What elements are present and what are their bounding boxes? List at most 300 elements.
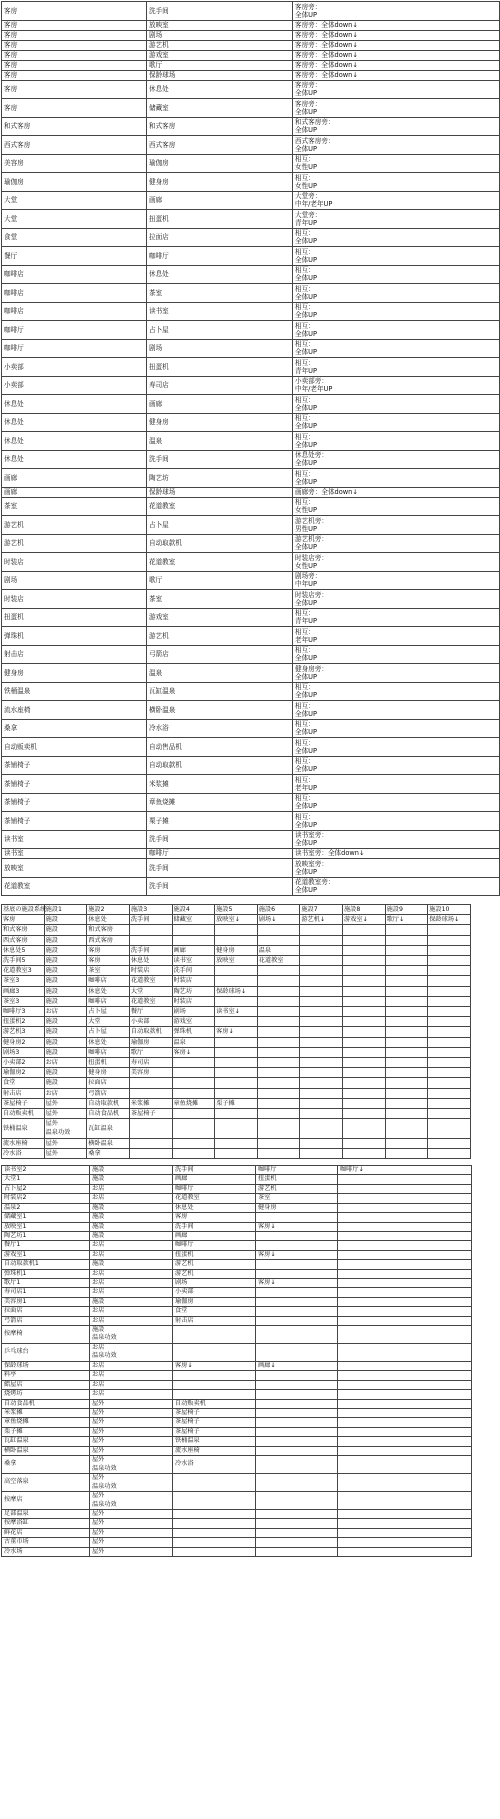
matrix-cell: 桑拿 [87,1148,130,1158]
facility-cell: 料亭 [2,1371,90,1380]
facility-cell [338,1390,472,1399]
facility-cell [173,1325,256,1343]
matrix-cell [343,966,386,976]
matrix-cell [385,986,428,996]
table-row [2,1371,472,1380]
effect-cell [293,99,500,118]
facility-a-cell: 茶铺椅子 [2,756,147,775]
matrix-cell: 餐厅 [129,1007,172,1017]
matrix-cell [428,956,471,966]
matrix-cell [300,1109,343,1119]
matrix-cell: 拉面店 [87,1078,130,1088]
facility-a-cell: 客房 [2,80,147,99]
matrix-cell [129,1148,172,1158]
facility-b-cell: 画廊 [147,191,293,210]
matrix-cell [300,945,343,955]
effect-line: 相互： [295,794,315,803]
facility-cell [256,1343,338,1361]
effect-cell [293,358,500,377]
facility-cell [173,1492,256,1510]
effect-line: 老年UP [295,783,317,792]
facility-b-cell: 茶室 [147,590,293,609]
matrix-cell [385,1109,428,1119]
effect-line: 全体UP [295,144,317,153]
matrix-cell: 时装店 [172,996,215,1006]
header-cell [2,905,45,915]
matrix-cell: 咖啡店 [87,976,130,986]
facility-cell: 读书室2 [2,1166,90,1175]
matrix-cell [215,1109,258,1119]
effect-line: 女性UP [295,561,317,570]
matrix-cell [172,1068,215,1078]
matrix-cell: 施設 [44,1037,87,1047]
matrix-cell [343,935,386,945]
facility-cell: お店 [90,1371,173,1380]
facility-cell: 咖啡厅 [173,1184,256,1193]
matrix-cell [385,1047,428,1057]
facility-cell [256,1213,338,1222]
matrix-cell: 放映室↓ [215,915,258,925]
matrix-cell: 读书室↓ [215,1007,258,1017]
effect-line: 相互： [295,303,315,312]
table-row [2,1307,472,1316]
effect-line: 全体UP [295,839,317,848]
matrix-cell [385,1138,428,1148]
facility-cell: 茶屋椅子 [173,1427,256,1436]
effect-cell [293,469,500,488]
facility-cell [256,1325,338,1343]
matrix-cell: 和式客房 [87,925,130,935]
header-cell: 施設4 [172,905,215,915]
facility-b-cell: 咖啡厅 [147,849,293,859]
facility-cell: 客房↓ [256,1250,338,1259]
matrix-cell [215,1017,258,1027]
effect-line: 青年UP [295,218,317,227]
matrix-cell [385,945,428,955]
effect-line: 全体UP [295,311,317,320]
facility-a-cell: 花道教室 [2,877,147,896]
facility-a-cell: 茶铺椅子 [2,793,147,812]
cell-line: 温泉功效 [92,1482,117,1490]
effect-cell [293,719,500,738]
facility-b-cell: 歌厅 [147,60,293,70]
matrix-cell: 施設 [44,976,87,986]
facility-b-cell: 花道教室 [147,497,293,516]
facility-a-cell: 小卖部 [2,376,147,395]
matrix-cell [300,966,343,976]
matrix-cell: 休息处 [129,956,172,966]
facility-cell: 游艺机 [256,1184,338,1193]
facility-b-cell: 自动取款机 [147,756,293,775]
matrix-cell [428,1088,471,1098]
matrix-cell [343,1047,386,1057]
matrix-cell [300,1119,343,1138]
matrix-cell [300,1037,343,1047]
facility-cell: 占卜屋2 [2,1184,90,1193]
facility-cell [90,1343,173,1361]
matrix-cell: 施設 [44,1068,87,1078]
matrix-cell: 温泉 [257,945,300,955]
matrix-cell: 时装店 [129,966,172,976]
matrix-cell [257,1138,300,1148]
facility-cell: 流水座椅 [173,1446,256,1455]
table-row [2,284,500,303]
facility-a-cell: 游艺机 [2,516,147,535]
effect-cell [293,849,500,859]
matrix-cell: 放映室 [215,956,258,966]
matrix-cell: 健身房2 [2,1037,45,1047]
matrix-cell [385,1119,428,1138]
facility-cell [338,1194,472,1203]
matrix-cell: 屋外 [44,1148,87,1158]
facility-a-cell: 休息处 [2,395,147,414]
matrix-cell [129,1138,172,1148]
facility-b-cell: 寿司店 [147,376,293,395]
table-row [2,265,500,284]
facility-a-cell: 时装店 [2,553,147,572]
effect-line: 相互： [295,498,315,507]
facility-cell: 温泉2 [2,1203,90,1212]
table-row [2,450,500,469]
table-row [2,469,500,488]
facility-cell: 铁桶温泉 [173,1437,256,1446]
facility-cell: お店 [90,1316,173,1325]
matrix-cell: 大堂 [129,986,172,996]
facility-cell: 足部温泉 [2,1510,90,1519]
matrix-cell: 扭蛋机2 [2,1017,45,1027]
facility-cell [338,1241,472,1250]
table-row [2,516,500,535]
effect-line: 读书室旁： [295,831,328,840]
effect-line: 青年UP [295,617,317,626]
facility-cell: 扭蛋机 [256,1175,338,1184]
table-row [2,1547,472,1556]
matrix-cell [300,1007,343,1017]
effect-cell [293,413,500,432]
facility-b-cell: 洗手间 [147,877,293,896]
effect-cell [293,70,500,80]
table-row [2,1399,472,1408]
facility-cell: 拉面店 [2,1307,90,1316]
matrix-cell: 施設 [44,1027,87,1037]
facility-cell [173,1390,256,1399]
matrix-cell [257,1058,300,1068]
facility-b-cell: 健身房 [147,413,293,432]
matrix-cell [428,1037,471,1047]
facility-b-cell: 洗手间 [147,450,293,469]
facility-cell: 歌厅1 [2,1278,90,1287]
table-row [2,60,500,70]
facility-cell: 屋外 [90,1538,173,1547]
facility-cell: 客房↓ [173,1361,256,1370]
facility-cell [256,1288,338,1297]
table-row [2,1456,472,1474]
matrix-cell [257,1078,300,1088]
facility-cell: 弹珠机1 [2,1269,90,1278]
facility-cell: 屋外 [90,1547,173,1556]
matrix-cell: 横卧温泉 [87,1138,130,1148]
matrix-cell [172,1078,215,1088]
facility-cell: 冷水场 [2,1547,90,1556]
effect-cell [293,812,500,831]
facility-b-cell: 自动售品机 [147,738,293,757]
facility-cell: 画廊 [173,1231,256,1240]
facility-a-cell: 剧场 [2,571,147,590]
effect-cell [293,553,500,572]
matrix-cell [428,976,471,986]
effect-line: 全体UP [295,867,317,876]
effect-cell [293,247,500,266]
facility-cell [256,1269,338,1278]
effect-cell [293,701,500,720]
matrix-cell [428,1119,471,1138]
facility-cell: 桑拿 [2,1456,90,1474]
table-row [2,1519,472,1528]
matrix-cell: 施設 [44,986,87,996]
facility-cell [173,1343,256,1361]
matrix-cell [300,1138,343,1148]
table-row [2,413,500,432]
matrix-cell [129,1088,172,1098]
effect-line: 放映室旁： [295,859,328,868]
facility-b-cell: 保龄球场 [147,70,293,80]
facility-b-cell: 花道教室 [147,553,293,572]
effect-line: 相互： [295,683,315,692]
effect-cell [293,450,500,469]
effect-line: 中年UP [295,580,317,589]
matrix-cell [343,1148,386,1158]
facility-b-cell: 健身房 [147,173,293,192]
table-row [2,1109,471,1119]
facility-b-cell: 温泉 [147,664,293,683]
matrix-cell: 小卖部 [129,1017,172,1027]
facility-cell [256,1456,338,1474]
facility-cell: 鲜花店 [2,1528,90,1537]
matrix-cell: 画廊3 [2,986,45,996]
table-row [2,154,500,173]
facility-cell [256,1380,338,1389]
facility-cell: お店 [90,1194,173,1203]
facility-a-cell: 流水座椅 [2,701,147,720]
facility-a-cell: 读书室 [2,830,147,849]
effect-line: 相互： [295,646,315,655]
matrix-cell: 施設 [44,956,87,966]
table-row [2,1119,471,1138]
facility-cell [256,1547,338,1556]
effect-line: 全体UP [295,89,317,98]
matrix-cell [428,1068,471,1078]
effect-line: 剧场旁： [295,572,322,581]
facility-cell: 屋外 [90,1437,173,1446]
table-row [2,20,500,30]
table-row [2,1175,472,1184]
matrix-cell: 美容房 [129,1068,172,1078]
table-row [2,859,500,878]
table-row [2,756,500,775]
facility-cell: 扭蛋机 [173,1250,256,1259]
table-row [2,358,500,377]
matrix-cell [385,1058,428,1068]
table-row [2,830,500,849]
table-row [2,1231,472,1240]
table-row [2,339,500,358]
table-row [2,136,500,155]
matrix-cell: 茶室3 [2,976,45,986]
matrix-cell [343,925,386,935]
facility-a-cell: 咖啡店 [2,265,147,284]
cell-line: 温泉功效 [92,1352,117,1360]
effect-line: 全体UP [295,107,317,116]
table-row [2,50,500,60]
matrix-cell [300,1088,343,1098]
table-row [2,645,500,664]
facility-cell [256,1390,338,1399]
facility-a-cell: 西式客房 [2,136,147,155]
table-row [2,302,500,321]
matrix-cell: 陶艺坊 [172,986,215,996]
effect-line: 读书室旁：全体down↓ [295,849,365,858]
matrix-cell: 健身房 [215,945,258,955]
facility-b-cell: 和式客房 [147,117,293,136]
facility-cell: 游艺机 [173,1260,256,1269]
effect-line: 游艺机旁： [295,535,328,544]
facility-cell [338,1437,472,1446]
facility-cell: 游戏室1 [2,1250,90,1259]
facility-b-cell: 拉面店 [147,228,293,247]
table-row [2,1027,471,1037]
facility-a-cell: 画廊 [2,469,147,488]
table-row [2,1037,471,1047]
matrix-cell [257,925,300,935]
header-cell: 施設2 [87,905,130,915]
facility-b-cell: 歌厅 [147,571,293,590]
effect-line: 休息处旁： [295,451,328,460]
effect-line: 青年UP [295,366,317,375]
facility-b-cell: 横卧温泉 [147,701,293,720]
facility-cell [338,1222,472,1231]
effect-cell [293,497,500,516]
matrix-cell [385,966,428,976]
facility-b-cell: 剧场 [147,30,293,40]
table-row [2,1418,472,1427]
facility-b-cell: 米浆摊 [147,775,293,794]
matrix-cell [215,1037,258,1047]
matrix-cell [385,976,428,986]
matrix-cell: 保龄球场↓ [428,915,471,925]
matrix-cell: 剧场3 [2,1047,45,1057]
cell-line: 屋外 [92,1474,105,1482]
facility-b-cell: 储藏室 [147,99,293,118]
effect-cell [293,756,500,775]
table-row [2,497,500,516]
table-row [2,1222,472,1231]
facility-a-cell: 放映室 [2,859,147,878]
matrix-cell [129,925,172,935]
matrix-cell: 施設 [44,925,87,935]
effect-line: 相互： [295,627,315,636]
effect-line: 全体UP [295,348,317,357]
facility-cell: お店 [90,1390,173,1399]
facility-cell: 鮨屋店 [2,1380,90,1389]
matrix-cell: 洗手间5 [2,956,45,966]
matrix-cell [257,1047,300,1057]
effect-line: 全体UP [295,403,317,412]
facility-a-cell: 客房 [2,30,147,40]
table-row [2,915,471,925]
matrix-cell [428,996,471,1006]
matrix-cell: 洗手间 [172,966,215,976]
effect-line: 全体UP [295,329,317,338]
facility-cell: 施設 [90,1260,173,1269]
facility-cell: 花道教室 [173,1194,256,1203]
effect-line: 客房旁：全体down↓ [295,40,358,49]
matrix-cell [385,925,428,935]
header-cell: 施設1 [44,905,87,915]
matrix-cell: 休息处5 [2,945,45,955]
facility-cell [173,1519,256,1528]
matrix-cell [428,1047,471,1057]
facility-cell [256,1437,338,1446]
effect-line: 相互： [295,321,315,330]
facility-cell [338,1510,472,1519]
table-row [2,664,500,683]
facility-cell: 茶屋椅子 [173,1409,256,1418]
effect-line: 全体UP [295,440,317,449]
matrix-cell [300,956,343,966]
facility-b-cell: 西式客房 [147,136,293,155]
facility-a-cell: 大堂 [2,191,147,210]
facility-a-cell: 休息处 [2,413,147,432]
table-row [2,1017,471,1027]
matrix-cell: 游艺机↓ [300,915,343,925]
effect-cell [293,321,500,340]
effect-cell [293,682,500,701]
facility-cell: 休息处 [173,1203,256,1212]
matrix-cell: 大堂 [87,1017,130,1027]
table-row [2,935,471,945]
table-row [2,1409,472,1418]
facility-cell [338,1260,472,1269]
facility-cell: 米浆摊 [2,1409,90,1418]
header-cell: 施設9 [385,905,428,915]
effect-cell [293,191,500,210]
matrix-cell [257,986,300,996]
facility-cell: 屋外 [90,1528,173,1537]
effect-line: 全体UP [295,274,317,283]
matrix-cell [215,1078,258,1088]
matrix-cell: 施設 [44,1047,87,1057]
table-row [2,395,500,414]
effect-line: 相互： [295,812,315,821]
matrix-cell: 施設 [44,935,87,945]
table-row [2,1361,472,1370]
matrix-cell [343,1068,386,1078]
matrix-cell: 食堂 [2,1078,45,1088]
matrix-cell [385,1078,428,1088]
effect-line: 相互： [295,247,315,256]
effect-line: 相互： [295,173,315,182]
matrix-cell: 占卜屋 [87,1027,130,1037]
header-cell: 施設5 [215,905,258,915]
table-row [2,1288,472,1297]
matrix-cell [428,1078,471,1088]
matrix-cell: お店 [44,1088,87,1098]
facility-a-cell: 咖啡店 [2,284,147,303]
facility-b-cell: 占卜屋 [147,516,293,535]
table-row [2,1446,472,1455]
facility-cell [256,1528,338,1537]
facility-a-cell: 休息处 [2,450,147,469]
